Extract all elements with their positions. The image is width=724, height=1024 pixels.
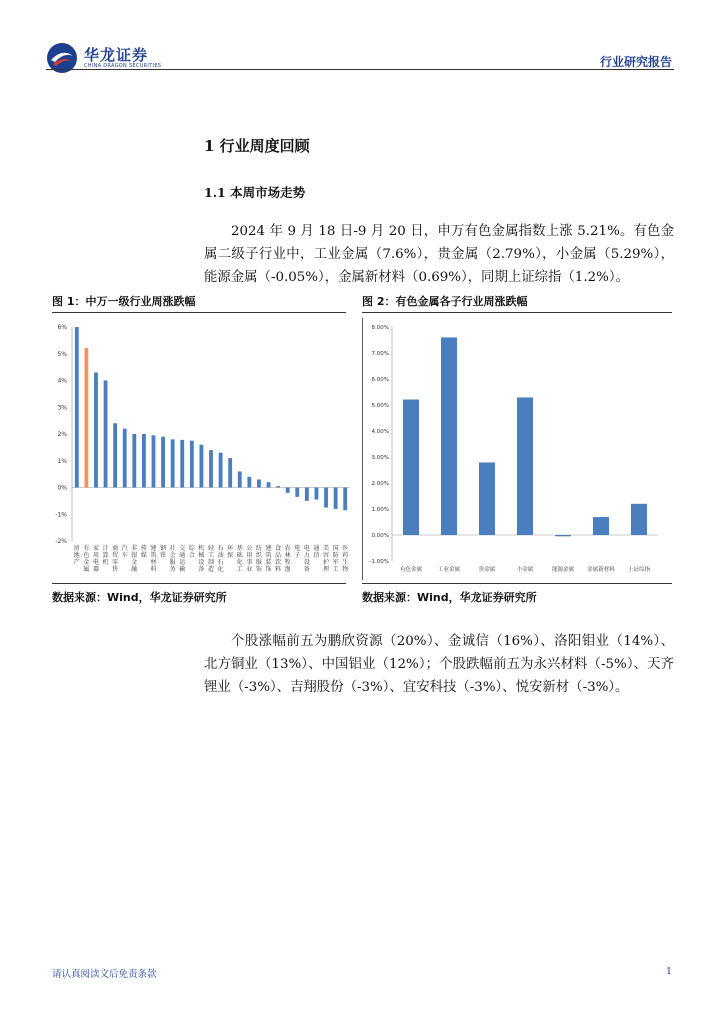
figure1-top-rule <box>52 312 346 313</box>
y-tick-label: -1% <box>55 511 67 519</box>
brand-name-en: CHINA DRAGON SECURITIES <box>84 63 162 69</box>
x-tick-label: 医药生物 <box>342 545 349 573</box>
figure2-top-rule <box>362 312 672 313</box>
bar <box>267 482 271 487</box>
x-tick-label: 房地产 <box>73 545 80 566</box>
y-tick-label: 0.00% <box>371 533 389 539</box>
x-tick-label: 上证综指 <box>627 567 651 573</box>
x-tick-label: 计算机 <box>102 545 109 566</box>
bar <box>199 445 203 488</box>
x-tick-label: 家用电器 <box>92 545 99 573</box>
industry-weekly-change-chart <box>52 316 354 582</box>
footer-disclaimer: 请认真阅读文后免责条款 <box>52 969 157 980</box>
bar <box>315 488 319 500</box>
x-tick-label: 食品饮料 <box>275 545 282 573</box>
x-tick-label: 建筑装饰 <box>265 545 272 573</box>
y-tick-label: 4.00% <box>371 429 389 435</box>
x-tick-label: 能源金属 <box>551 567 575 573</box>
bar <box>75 327 79 488</box>
bar <box>219 453 223 488</box>
x-tick-label: 商贸零售 <box>112 545 119 573</box>
x-tick-label: 纺织服饰 <box>255 545 262 573</box>
x-tick-label: 环保 <box>227 545 234 559</box>
x-tick-label: 传媒 <box>140 545 147 559</box>
x-tick-label: 基础化工 <box>236 545 243 573</box>
bar <box>152 435 156 487</box>
x-tick-label: 美容护理 <box>323 545 330 573</box>
brand-name: 华龙证券 <box>84 46 149 64</box>
market-summary-paragraph: 2024 年 9 月 18 日-9 月 20 日，申万有色金属指数上涨 5.21%。有色金属二级子行业中，工业金属（7.6%），贵金属（2.79%），小金属（5.29%），能源金属（-0.05%），金属新材料（0.69%），同期上证综指（1.2%）。 <box>204 224 674 285</box>
bar <box>142 434 146 488</box>
x-tick-label: 有色金属 <box>399 567 423 573</box>
y-tick-label: 7.00% <box>371 351 389 357</box>
x-tick-label: 社会服务 <box>169 545 176 573</box>
x-tick-label: 有色金属 <box>83 545 90 573</box>
y-tick-label: 5.00% <box>371 403 389 409</box>
x-tick-label: 贵金属 <box>478 567 496 573</box>
bar <box>334 488 338 509</box>
section-title: 1 行业周度回顾 <box>204 137 310 155</box>
x-tick-label: 机械设备 <box>198 545 205 573</box>
x-tick-label: 电子 <box>294 545 301 559</box>
bar <box>276 486 280 487</box>
y-tick-label: 3.00% <box>371 455 389 461</box>
bar <box>555 535 571 536</box>
figure2-caption: 图 2：有色金属各子行业周涨跌幅 <box>362 295 528 308</box>
y-tick-label: 3% <box>57 404 67 412</box>
x-tick-label: 建筑材料 <box>150 545 157 573</box>
bar <box>123 429 127 488</box>
bar <box>228 458 232 487</box>
bar <box>305 488 309 501</box>
figure1-source: 数据来源：Wind，华龙证券研究所 <box>52 591 227 604</box>
x-tick-label: 轻工制造 <box>207 545 215 573</box>
figure2-source: 数据来源：Wind，华龙证券研究所 <box>362 591 537 604</box>
y-tick-label: 0% <box>57 484 67 492</box>
bar <box>132 434 136 488</box>
y-tick-label: 1% <box>57 457 67 465</box>
y-tick-label: 1.00% <box>371 507 389 513</box>
x-tick-label: 工业金属 <box>437 567 461 573</box>
bar <box>631 504 647 535</box>
bar <box>190 441 194 488</box>
x-tick-label: 国防军工 <box>332 545 339 573</box>
figure1-bottom-rule <box>52 583 346 584</box>
y-tick-label: -2% <box>55 538 67 545</box>
x-tick-label: 交通运输 <box>179 545 186 573</box>
y-tick-label: 2% <box>57 431 67 438</box>
report-type: 行业研究报告 <box>599 55 672 69</box>
y-tick-label: 4% <box>57 377 67 385</box>
bar <box>94 372 98 487</box>
y-tick-label: 5% <box>57 350 67 358</box>
bar <box>343 488 347 511</box>
x-tick-label: 电力设备 <box>303 545 310 573</box>
x-tick-label: 金属新材料 <box>587 567 615 573</box>
bar <box>593 517 609 535</box>
x-tick-label: 石油石化 <box>217 545 224 573</box>
x-tick-label: 汽车 <box>121 545 128 559</box>
header-divider <box>46 69 674 70</box>
bar <box>84 348 88 487</box>
x-tick-label: 公用事业 <box>246 545 253 573</box>
bar <box>180 440 184 488</box>
y-tick-label: 8.00% <box>371 325 389 331</box>
bar <box>238 471 242 487</box>
y-tick-label: 6% <box>57 324 67 331</box>
bar <box>113 423 117 487</box>
y-tick-label: -1.00% <box>369 559 389 565</box>
bar <box>257 479 261 487</box>
bar <box>171 439 175 487</box>
bar <box>295 488 299 497</box>
figure1-caption: 图 1：中万一级行业周涨跌幅 <box>52 295 196 308</box>
x-tick-label: 综合 <box>188 545 195 559</box>
x-tick-label: 农林牧渔 <box>284 545 291 573</box>
x-tick-label: 钢铁 <box>160 545 167 559</box>
figure2-bottom-rule <box>362 583 672 584</box>
y-tick-label: 6.00% <box>371 377 389 383</box>
x-tick-label: 小金属 <box>516 567 534 573</box>
bar <box>286 488 290 493</box>
nonferrous-subsector-change-chart <box>362 316 672 582</box>
bar <box>517 397 533 535</box>
bar <box>441 337 457 535</box>
bar <box>324 488 328 508</box>
subsection-title: 1.1 本周市场走势 <box>204 185 306 200</box>
bar <box>479 462 495 535</box>
x-tick-label: 非银金融 <box>131 545 138 573</box>
x-tick-label: 通信 <box>313 545 320 559</box>
bar <box>403 400 419 535</box>
bar <box>247 477 251 488</box>
bar <box>104 381 108 488</box>
y-tick-label: 2.00% <box>371 481 389 487</box>
page-number: 1 <box>665 966 672 977</box>
bar <box>209 450 213 487</box>
bar <box>161 437 165 488</box>
stock-movers-paragraph: 个股涨幅前五为鹏欣资源（20%）、金诚信（16%）、洛阳钼业（14%）、北方铜业（13%）、中国铝业（12%）；个股跌幅前五为永兴材料（-5%）、天齐锂业（-3%）、吉翔股份（-3%）、宜安科技（-3%）、悦安新材（-3%）。 <box>204 634 674 695</box>
